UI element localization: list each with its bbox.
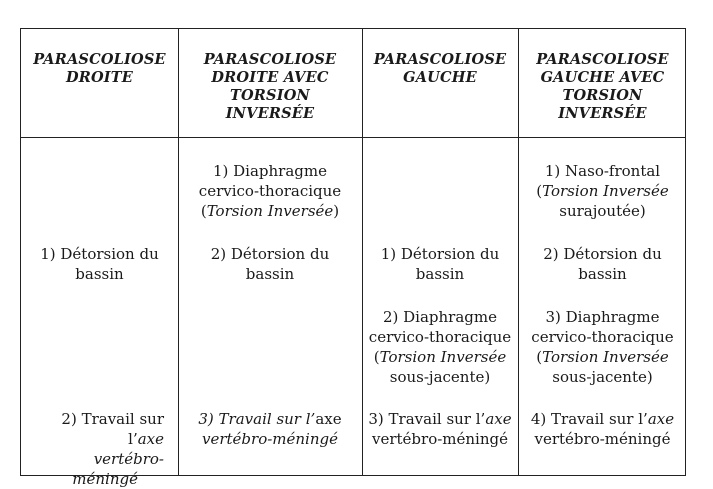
cell-line: bassin: [75, 265, 124, 283]
cell-line: [362, 347, 518, 367]
text-part: axe: [315, 410, 342, 428]
cell-line: vertébro-méningé: [372, 430, 508, 448]
cell-line: bassin: [245, 265, 295, 283]
step-travail-axe: [518, 409, 687, 449]
step-diaphragme: [362, 307, 518, 387]
text-part: (: [536, 182, 543, 200]
cell-line: [362, 409, 518, 429]
step-detorsion-bassin: [518, 244, 687, 284]
cell-line: bassin: [415, 265, 465, 283]
cell-line: 1) Diaphragme: [212, 162, 327, 180]
header-line: PARASCOLIOSE: [33, 51, 166, 68]
column-parascoliose-gauche-torsion: [518, 29, 687, 475]
header-line: PARASCOLIOSE: [373, 51, 507, 68]
cell-line: vertébro-méningé: [534, 430, 671, 448]
column-parascoliose-droite-torsion: [178, 29, 362, 475]
cell-line: 2) Diaphragme: [382, 308, 497, 326]
text-part: (: [536, 348, 543, 366]
cell-line: 1) Détorsion du: [380, 245, 500, 263]
header-line: PARASCOLIOSE: [536, 51, 669, 68]
step-detorsion-bassin: [178, 244, 362, 284]
text-part: Torsion Inversée: [542, 182, 669, 200]
header-line: DROITE AVEC: [211, 69, 329, 86]
text-part: (: [373, 348, 380, 366]
step-naso-frontal: [518, 161, 687, 221]
cell-line: [518, 347, 687, 367]
comparison-table: [20, 28, 686, 488]
header-cell: [21, 51, 178, 87]
text-part: axe: [485, 410, 512, 428]
text-part: axe: [647, 410, 675, 428]
step-detorsion-bassin: [21, 244, 178, 284]
cell-line: bassin: [578, 265, 627, 283]
cell-line: 2) Détorsion du: [210, 245, 330, 263]
cell-line: 2) Détorsion du: [543, 245, 662, 263]
header-cell: [362, 51, 518, 87]
text-part: axe: [137, 430, 164, 448]
cell-line: [518, 181, 687, 201]
cell-line: vertébro-: [93, 450, 164, 468]
step-diaphragme: [518, 307, 687, 387]
step-travail-axe: [21, 409, 164, 489]
cell-line: cervico-thoracique: [531, 328, 674, 346]
cell-line: sous-jacente): [552, 368, 653, 386]
text-part: Torsion Inversée: [542, 348, 669, 366]
cell-line: cervico-thoracique: [198, 182, 342, 200]
cell-line: surajoutée): [559, 202, 646, 220]
text-part: 3) Travail sur l’: [368, 410, 486, 428]
header-line: PARASCOLIOSE: [203, 51, 337, 68]
cell-line: sous-jacente): [389, 368, 491, 386]
header-line: TORSION: [562, 87, 643, 104]
header-line: INVERSÉE: [558, 105, 647, 122]
step-diaphragme: [178, 161, 362, 221]
cell-line: [178, 201, 362, 221]
column-parascoliose-gauche: [362, 29, 518, 475]
cell-line: vertébro-méningé: [202, 430, 338, 448]
header-line: GAUCHE AVEC: [540, 69, 665, 86]
header-cell: [178, 51, 362, 123]
cell-line: 1) Naso-frontal: [544, 162, 661, 180]
text-part: Torsion Inversée: [379, 348, 507, 366]
cell-line: 3) Diaphragme: [545, 308, 660, 326]
text-part: ): [333, 202, 340, 220]
cell-line: 1) Détorsion du: [40, 245, 159, 263]
cell-line: [178, 409, 362, 429]
cell-line: cervico-thoracique: [368, 328, 512, 346]
header-line: DROITE: [65, 69, 134, 86]
header-cell: [518, 51, 687, 123]
cell-line: [21, 409, 164, 449]
text-part: (: [200, 202, 207, 220]
step-detorsion-bassin: [362, 244, 518, 284]
column-parascoliose-droite: [21, 29, 178, 488]
cell-line: [518, 409, 687, 429]
header-line: TORSION: [229, 87, 310, 104]
header-line: INVERSÉE: [225, 105, 315, 122]
text-part: 4) Travail sur l’: [530, 410, 648, 428]
text-part: 2) Travail sur l’: [61, 410, 164, 448]
step-travail-axe: [362, 409, 518, 449]
header-line: GAUCHE: [403, 69, 477, 86]
cell-line: méningé: [72, 470, 138, 488]
text-part: 3) Travail sur l’: [198, 410, 316, 428]
step-travail-axe: [178, 409, 362, 449]
text-part: Torsion Inversée: [206, 202, 334, 220]
